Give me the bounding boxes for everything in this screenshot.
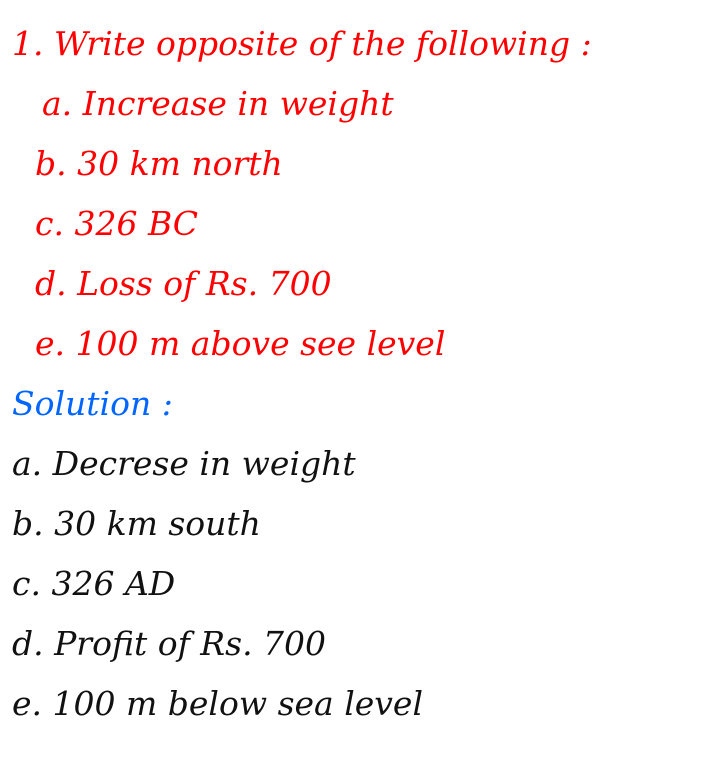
- solution-item-d: d. Profit of Rs. 700: [12, 624, 327, 663]
- question-item-b: b. 30 km north: [35, 144, 283, 183]
- solution-title: Solution :: [12, 384, 173, 423]
- solution-item-a: a. Decrese in weight: [12, 444, 356, 483]
- question-item-e: e. 100 m above see level: [35, 324, 446, 363]
- question-item-c: c. 326 BC: [35, 204, 199, 243]
- solution-item-e: e. 100 m below sea level: [12, 684, 424, 723]
- question-title: 1. Write opposite of the following :: [12, 24, 592, 63]
- question-item-a: a. Increase in weight: [42, 84, 394, 123]
- question-item-d: d. Loss of Rs. 700: [35, 264, 332, 303]
- solution-item-c: c. 326 AD: [12, 564, 176, 603]
- solution-item-b: b. 30 km south: [12, 504, 261, 543]
